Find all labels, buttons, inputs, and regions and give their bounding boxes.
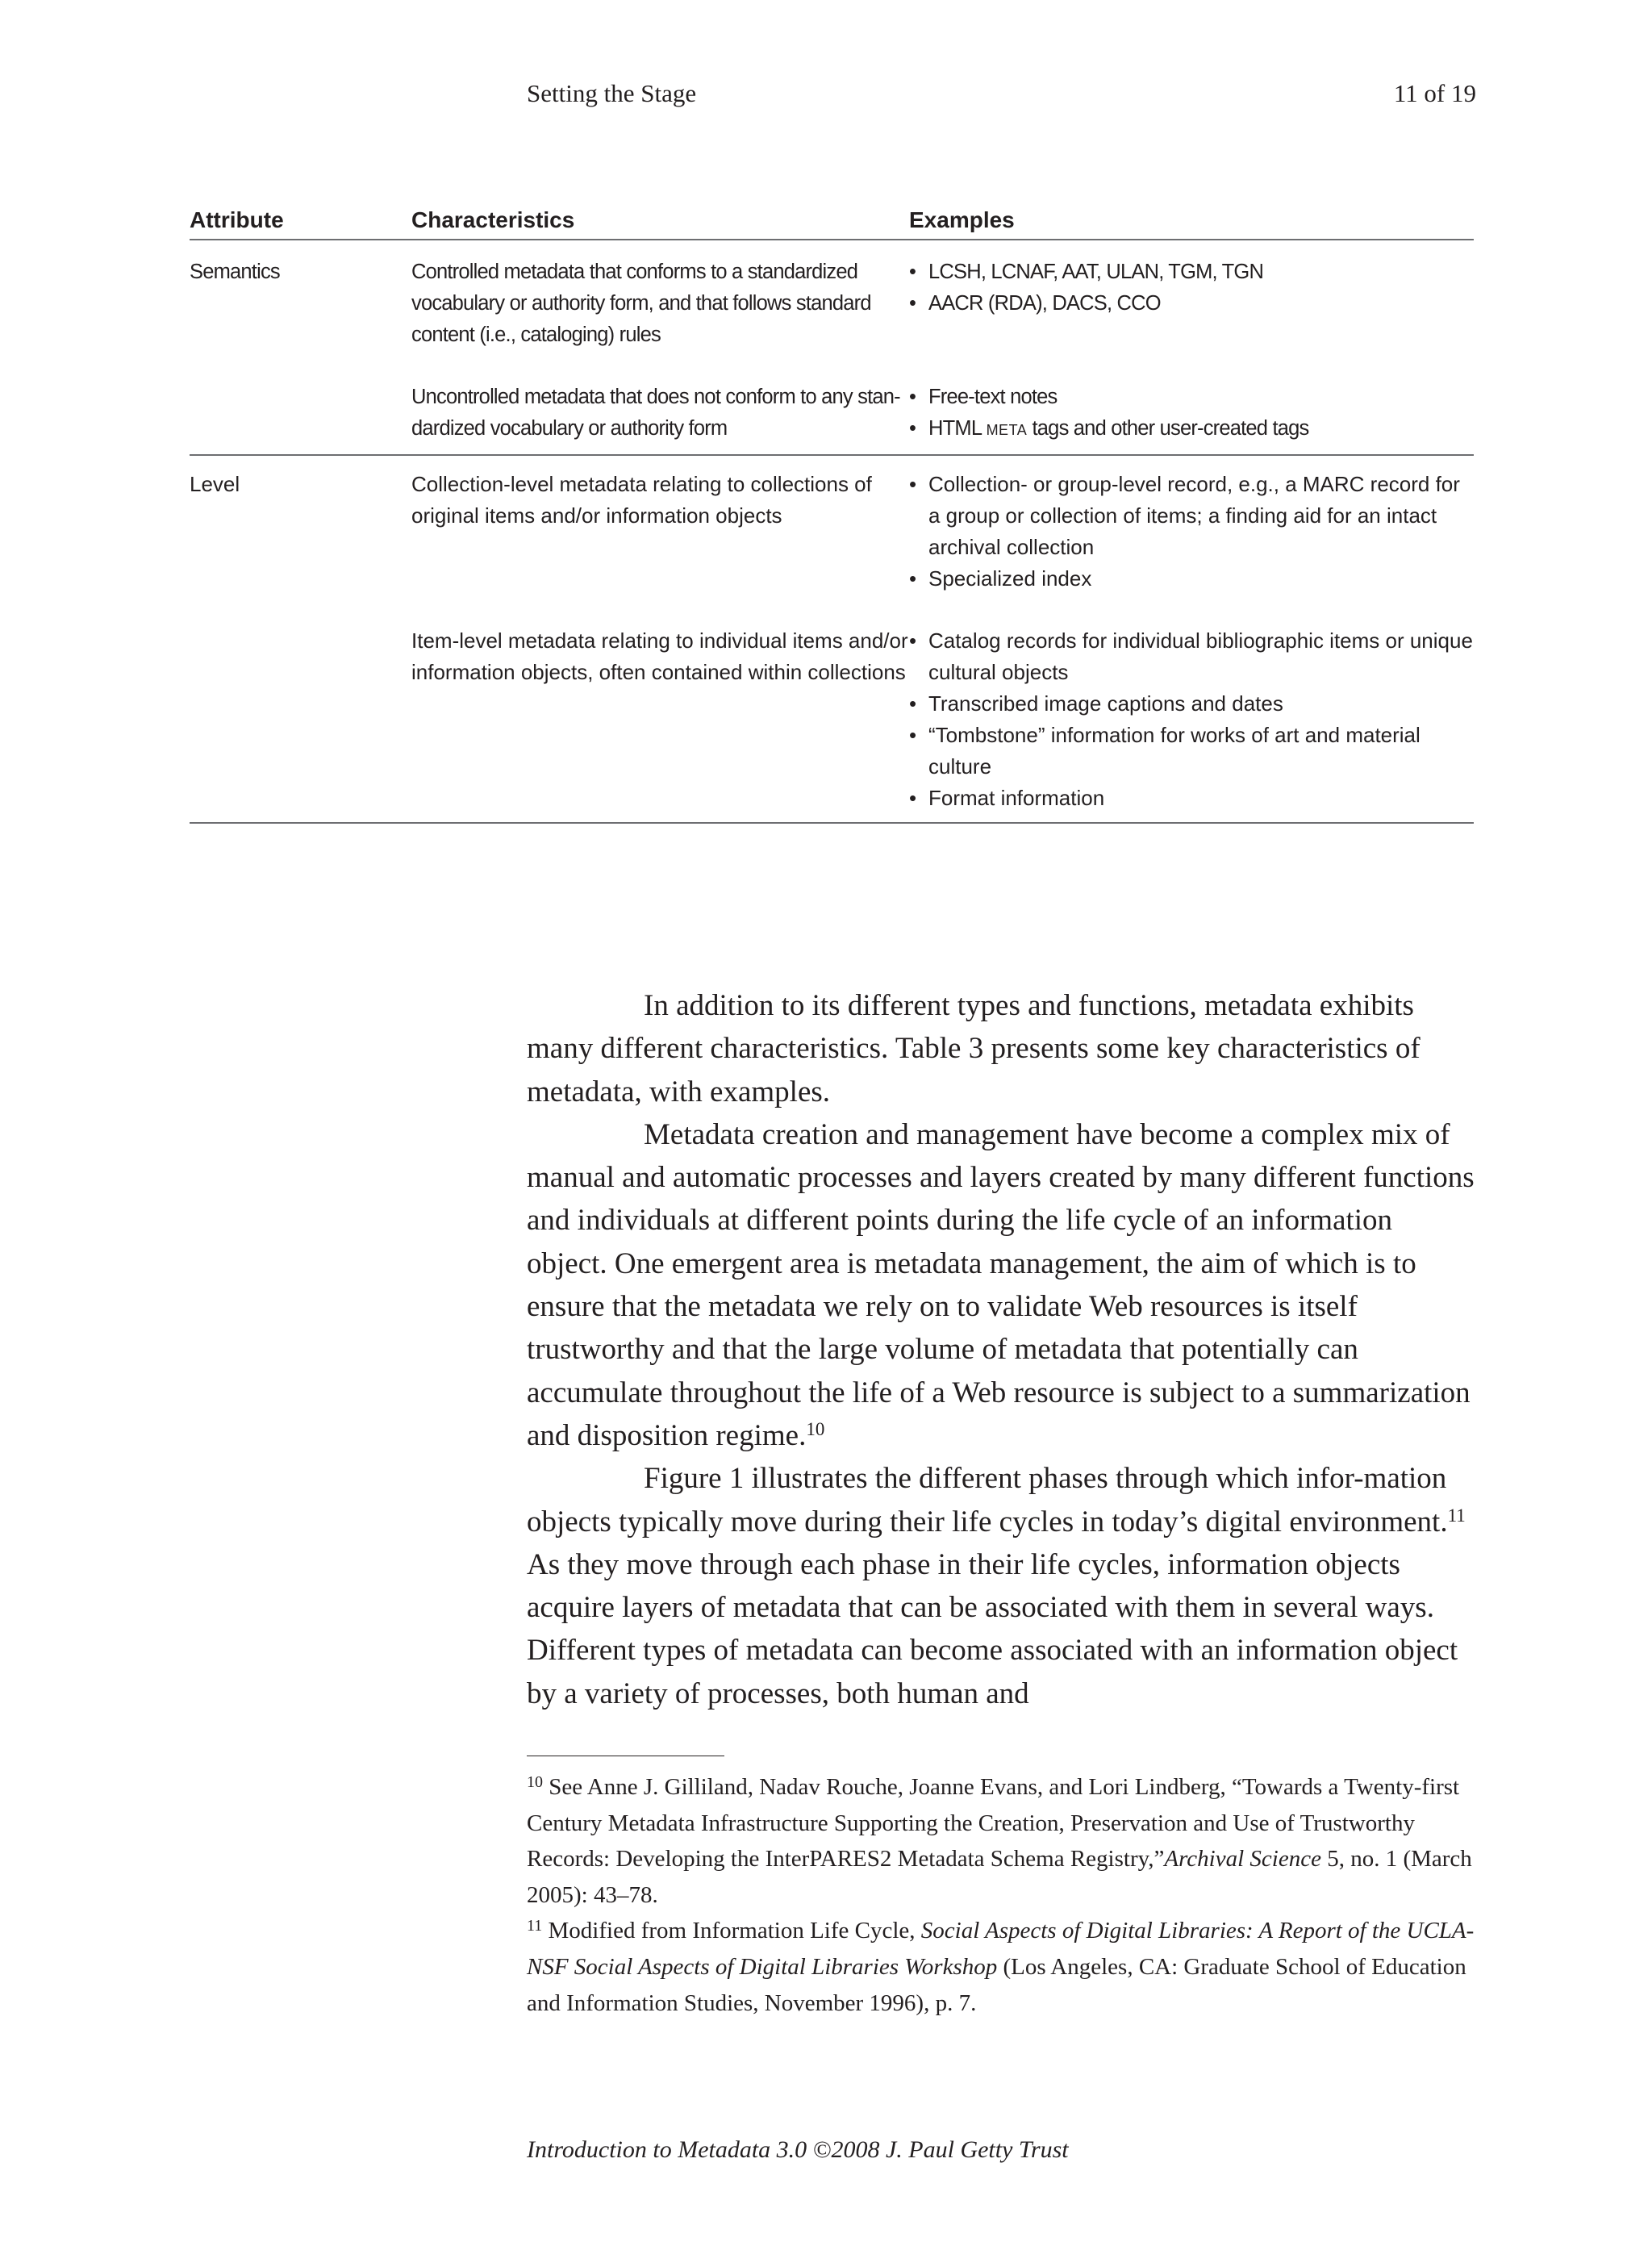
- list-item: • Specialized index: [909, 563, 1474, 595]
- footnote-number: 11: [527, 1917, 543, 1935]
- meta-smallcaps: META: [986, 422, 1028, 438]
- list-item: • Collection- or group-level record, e.g., a MARC record for a group or collection of items; a finding aid for an intact archival collection: [909, 469, 1474, 563]
- html-label: HTML: [928, 417, 987, 440]
- footnote-text: See Anne J. Gilliland, Nadav Rouche, Joanne Evans, and Lori Lindberg, “Towards a Twenty-first Century Metadata Infrastructure Supporting the Creation, Preservation and Use of Trustworthy Records: Developing the InterPARES2 Metadata Schema Registry,”: [527, 1774, 1460, 1873]
- characteristic-cell: Uncontrolled metadata that does not conform to any stan-dardized vocabulary or authority form: [411, 351, 909, 455]
- examples-cell: [909, 455, 1474, 595]
- paragraph-text: Metadata creation and management have become a complex mix of manual and automatic processes and layers created by many different functions and individuals at different points during the life cycle of an information object. One emergent area is metadata management, the aim of which is to ensure that the metadata we rely on to validate Web resources is itself trustworthy and that the large volume of metadata that potentially can accumulate throughout the life of a Web resource is subject to a summarization and disposition regime.: [527, 1117, 1475, 1452]
- list-item: • AACR (RDA), DACS, CCO: [909, 288, 1474, 319]
- list-item: • “Tombstone” information for works of art and material culture: [909, 720, 1474, 783]
- paragraph: [527, 1457, 1479, 1715]
- characteristics-table: [190, 207, 1474, 824]
- characteristic-cell: Collection-level metadata relating to collections of original items and/or information objects: [411, 472, 872, 528]
- characteristic-cell: Controlled metadata that conforms to a standardized vocabulary or authority form, and that follows standard content (i.e., cataloging) rules: [411, 261, 871, 346]
- table-row: [190, 455, 1474, 595]
- examples-cell: [909, 240, 1474, 351]
- footnote-ref-11[interactable]: 11: [1447, 1505, 1466, 1526]
- attribute-cell: Semantics: [190, 261, 280, 283]
- characteristic-cell: Item-level metadata relating to individual items and/or information objects, often contained within collections: [411, 595, 909, 823]
- body-text: [527, 984, 1479, 1715]
- list-item: • Format information: [909, 783, 1474, 814]
- footnote-number: 10: [527, 1773, 543, 1791]
- report-title: Social Aspects of Digital Libraries: A Report of the UCLA-NSF Social Aspects of Digital Libraries Workshop: [527, 1918, 1475, 1980]
- paragraph: In addition to its different types and functions, metadata exhibits many different characteristics. Table 3 presents some key characteristics of metadata, with examples.: [527, 989, 1420, 1108]
- attribute-cell: [190, 351, 411, 455]
- list-item: • Transcribed image captions and dates: [909, 688, 1474, 720]
- examples-cell: [909, 351, 1474, 455]
- attribute-cell: [190, 595, 411, 823]
- paragraph-text: Figure 1 illustrates the different phases through which infor-mation objects typically move during their life cycles in today’s digital environment.: [527, 1462, 1448, 1539]
- column-header-examples: Examples: [909, 207, 1474, 240]
- list-item: • Catalog records for individual bibliographic items or unique cultural objects: [909, 625, 1474, 688]
- tags-label: tags and other user-created tags: [1027, 417, 1309, 440]
- footnote-10: [527, 1769, 1479, 1913]
- column-header-characteristics: Characteristics: [411, 207, 909, 240]
- paragraph-text: As they move through each phase in their life cycles, information objects acquire layers of metadata that can be associated with them in several ways. Different types of metadata can become associated with an information object by a variety of processes, both human and: [527, 1547, 1458, 1710]
- footnote-text: Modified from Information Life Cycle,: [542, 1918, 921, 1944]
- attribute-cell: Level: [190, 472, 240, 496]
- examples-cell: [909, 595, 1474, 823]
- footnote-11: [527, 1913, 1479, 2021]
- list-item: [909, 413, 1474, 446]
- page-indicator: 11 of 19: [1393, 79, 1476, 107]
- table-header-row: [190, 207, 1474, 240]
- column-header-attribute: Attribute: [190, 207, 411, 240]
- footnote-text: (Los Angeles, CA: Graduate School of Education and Information Studies, November 1996), p. 7.: [527, 1953, 1466, 2016]
- footnote-ref-10[interactable]: 10: [806, 1418, 825, 1439]
- paragraph: [527, 1113, 1479, 1457]
- footnote-text: 5, no. 1 (March 2005): 43–78.: [527, 1846, 1472, 1908]
- page-footer: Introduction to Metadata 3.0 ©2008 J. Paul Getty Trust: [527, 2136, 1069, 2163]
- table-row: [190, 595, 1474, 823]
- table-row: [190, 240, 1474, 351]
- list-item: • LCSH, LCNAF, AAT, ULAN, TGM, TGN: [909, 257, 1474, 288]
- footnotes: [527, 1769, 1479, 2021]
- list-item: • Free-text notes: [909, 382, 1474, 413]
- table-row: [190, 351, 1474, 455]
- journal-title: Archival Science: [1164, 1846, 1321, 1873]
- running-header-title: Setting the Stage: [527, 79, 697, 107]
